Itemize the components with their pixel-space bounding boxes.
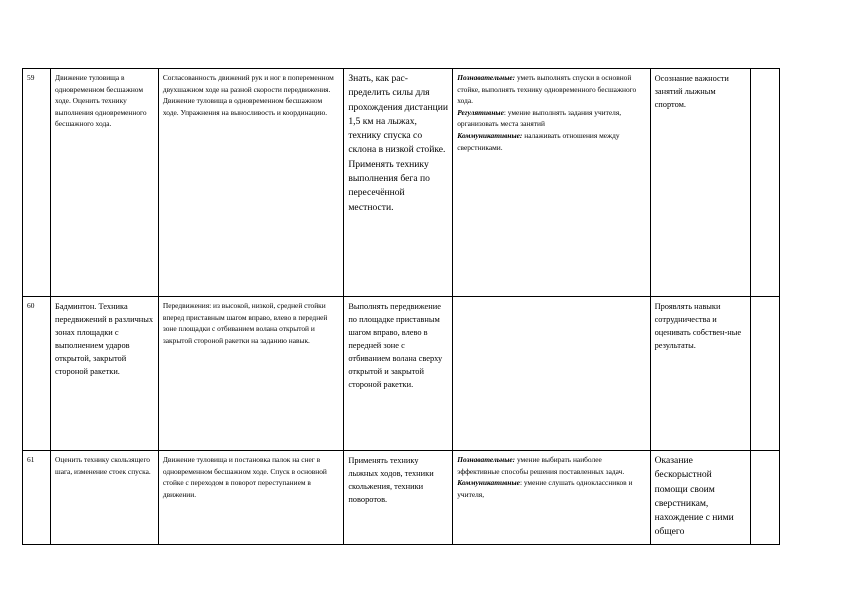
table-row [23,297,780,451]
lesson-content: Движение туловища и постановка палок на снег в одновременном бесшажном ходе. Спуск в основной стойке с переходом в поворот переступанием в движении. [158,451,343,545]
uud-cognitive: Познавательные: уметь выполнять спуски в основной стойке, выполнять технику одновременного бесшажного хода. [457,73,637,106]
lesson-topic: Бадминтон. Техника передвижений в различных зонах площадки с выполнением ударов открытой, закрытой стороной ракетки. [51,297,159,451]
uud-regulatory: Регулятивные: умение выполнять задания учителя, организовать места занятий [457,107,622,129]
personal-results: Оказание бескорыстной помощи своим сверстникам, нахождение с ними общего [650,451,750,545]
uud-cell [453,297,650,451]
lesson-topic: Оценить технику скользящего шага, изменение стоек спуска. [51,451,159,545]
lesson-number: 60 [23,297,51,451]
lesson-content: Передвижения: из высокой, низкой, средней стойки вперед приставным шагом вправо, влево в передней зоне площадки с отбиванием волана открытой и закрытой стороной ракетки на заданию навык. [158,297,343,451]
personal-results: Проявлять навыки сотрудничества и оценивать собствен-ные результаты. [650,297,750,451]
lesson-content: Согласованность движений рук и ног в попеременном двухшажном ходе на разной скорости передвижения. Движение туловища в одновременном бесшажном ходе. Упражнения на выносливость и координацию. [158,69,343,297]
student-activity: Выполнять передвижение по площадке приставным шагом вправо, влево в передней зоне с отбиванием волана сверху открытой и закрытой стороной ракетки. [344,297,453,451]
uud-communicative: Коммуникативные: налаживать отношения между сверстниками. [457,130,620,152]
student-activity: Знать, как рас-пределить силы для прохождения дистанции 1,5 км на лыжах, технику спуска со склона в низкой стойке. Применять технику выполнения бега по пересечённой местности. [344,69,453,297]
lesson-number: 61 [23,451,51,545]
extra-cell [750,451,779,545]
uud-communicative: Коммуникативные: умение слушать одноклассников и учителя, [457,478,633,499]
personal-results: Осознание важности занятий лыжным спортом. [650,69,750,297]
table-row [23,451,780,545]
lesson-number: 59 [23,69,51,297]
extra-cell [750,69,779,297]
uud-cell [453,451,650,545]
uud-cognitive: Познавательные: умение выбирать наиболее эффективные способы решения поставленных задач. [457,455,625,476]
lesson-plan-table [22,68,780,545]
extra-cell [750,297,779,451]
table-row [23,69,780,297]
uud-cell [453,69,650,297]
lesson-topic: Движение туловища в одновременном бесшажном ходе. Оценить технику выполнения одновременного бесшажного хода. [51,69,159,297]
student-activity: Применять технику лыжных ходов, техники скольжения, техники поворотов. [344,451,453,545]
